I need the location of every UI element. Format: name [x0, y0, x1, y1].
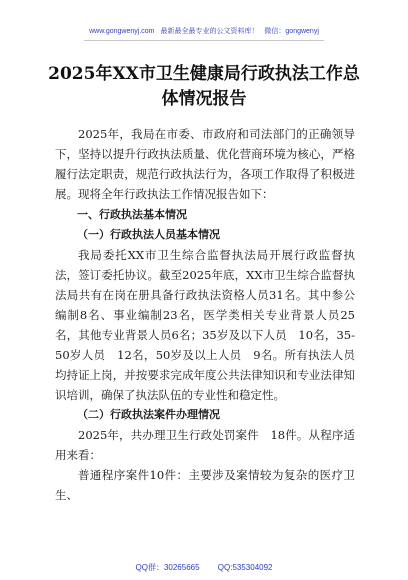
- document-title: [30, 62, 378, 112]
- footer-qq-group: QQ群：30265665: [135, 563, 200, 572]
- body-paragraph: 普通程序案件10件：主要涉及案情较为复杂的医疗卫生、: [55, 468, 355, 502]
- subsection-heading: （一）行政执法人员基本情况: [77, 228, 220, 241]
- intro-paragraph: 2025年，我局在市委、市政府和司法部门的正确领导下，坚持以提升行政执法质量、优化营商环境为核心，严格履行法定职责，规范行政执法行为，各项工作取得了积极进展。现将全年行政执法工作情况报告如下：: [55, 127, 355, 201]
- body-paragraph: 2025年，共办理卫生行政处罚案件 18件。从程序适用来看：: [55, 428, 355, 462]
- document-title-line-1: 2025年XX市卫生健康局行政执法工作总: [48, 64, 360, 84]
- header-wechat: 微信：gongwenyj: [264, 28, 319, 35]
- header-divider: [84, 40, 324, 41]
- footer-qq: QQ:535304092: [217, 563, 273, 572]
- page-footer: [0, 562, 408, 573]
- body-paragraph: 我局委托XX市卫生综合监督执法局开展行政监督执法，签订委托协议。截至2025年底，XX市卫生综合监督执法局共有在岗在册具备行政执法资格人员31名。其中参公编制8名、事业编制23名，医学类相关专业背景人员25名，其他专业背景人员6名；35岁及以下人员 10名，35-50岁人员 12名，50岁及以上人员 9名。所有执法人员均持证上岗，并按要求完成年度公共法律知识和专业法律知识培训，确保了执法队伍的专业性和稳定性。: [55, 248, 355, 402]
- document-body: [55, 124, 355, 505]
- section-heading: 一、行政执法基本情况: [77, 208, 187, 221]
- page-header: [0, 26, 408, 36]
- subsection-heading: （二）行政执法案件办理情况: [77, 408, 220, 421]
- header-site-link[interactable]: www.gongwenyj.com: [89, 28, 155, 35]
- document-title-line-2: 体情况报告: [161, 89, 247, 109]
- header-slogan: 最新最全最专业的公文资料库！: [160, 28, 259, 35]
